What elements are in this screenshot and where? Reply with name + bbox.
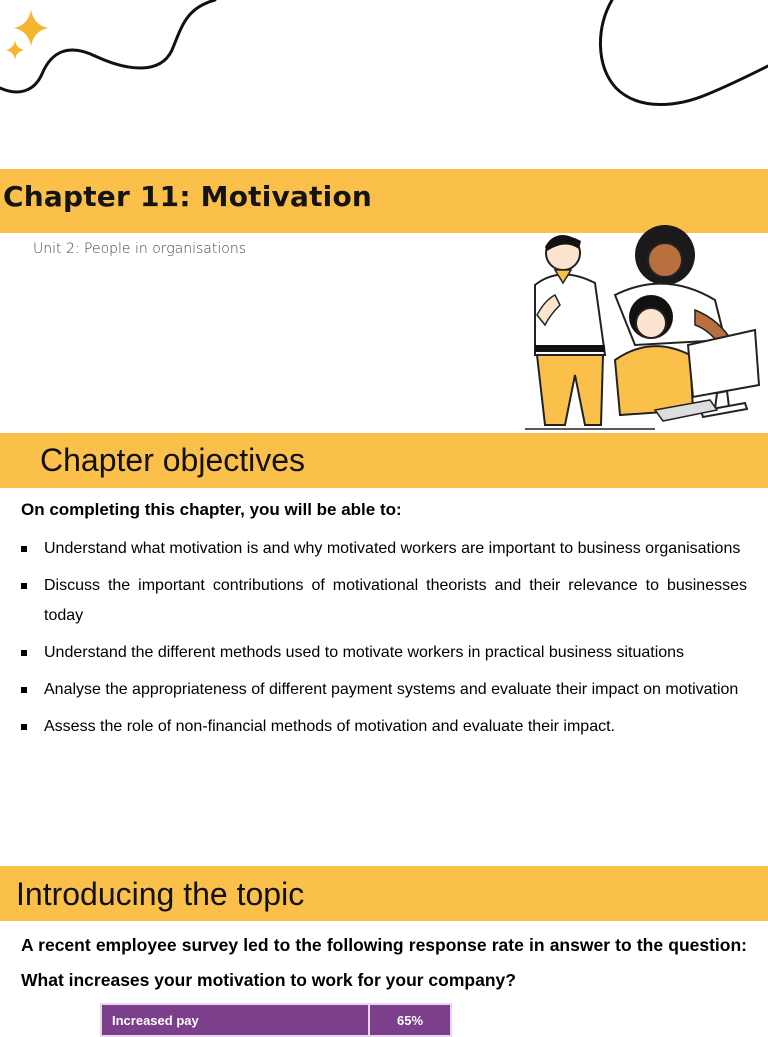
objectives-intro: On completing this chapter, you will be able to: xyxy=(21,500,402,519)
bullet-icon xyxy=(21,583,27,589)
list-item xyxy=(20,712,747,742)
objectives-list xyxy=(20,534,747,749)
table-row xyxy=(101,1004,451,1036)
list-item-text: Analyse the appropriateness of different payment systems and evaluate their impact on motivation xyxy=(44,681,739,698)
man-figure xyxy=(535,235,605,425)
bullet-icon xyxy=(21,546,27,552)
sparkle-icon xyxy=(6,10,48,60)
woman-curly-hair-figure xyxy=(615,225,733,349)
list-item-text: Assess the role of non-financial methods of motivation and evaluate their impact. xyxy=(44,718,615,735)
bullet-icon xyxy=(21,687,27,693)
table-cell-value: 65% xyxy=(369,1004,451,1036)
table-cell-label: Increased pay xyxy=(101,1004,369,1036)
bullet-icon xyxy=(21,650,27,656)
unit-subtitle: Unit 2: People in organisations xyxy=(33,241,247,257)
people-at-computer-illustration xyxy=(505,225,765,435)
intro-heading: Introducing the topic xyxy=(16,876,305,912)
survey-table xyxy=(100,1003,452,1037)
list-item-text: Understand the different methods used to motivate workers in practical business situations xyxy=(44,644,685,661)
list-item xyxy=(20,534,747,564)
list-item xyxy=(20,571,747,631)
bullet-icon xyxy=(21,724,27,730)
chapter-title: Chapter 11: Motivation xyxy=(3,180,373,213)
decorative-squiggle-lines xyxy=(0,0,768,120)
list-item xyxy=(20,675,747,705)
list-item xyxy=(20,638,747,668)
list-item-text: Understand what motivation is and why motivated workers are important to business organisations xyxy=(44,540,741,557)
list-item-text: Discuss the important contributions of motivational theorists and their relevance to businesses today xyxy=(44,577,747,624)
intro-text: A recent employee survey led to the following response rate in answer to the question: What increases your motivation to work for your company? xyxy=(21,935,747,990)
objectives-heading: Chapter objectives xyxy=(40,442,306,478)
